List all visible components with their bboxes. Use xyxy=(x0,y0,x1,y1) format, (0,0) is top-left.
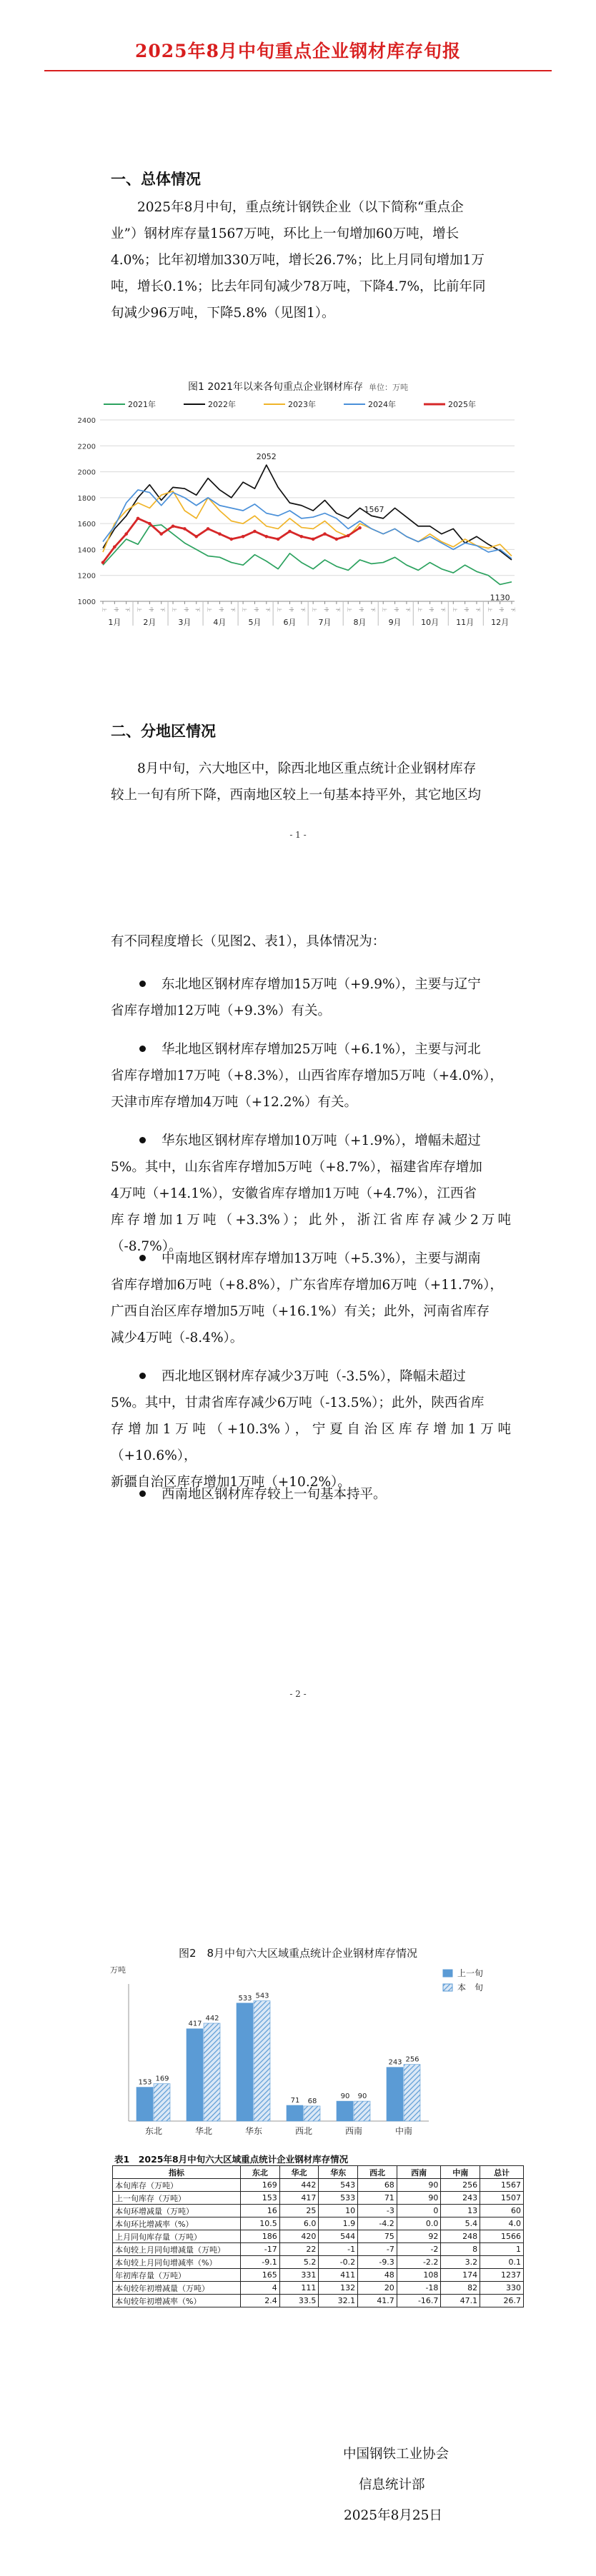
chart1-title xyxy=(0,379,596,394)
table-row-label: 本旬较年初增减量（万吨） xyxy=(113,2282,241,2295)
bullet-line: 广西自治区库存增加5万吨（+16.1%）有关；此外，河南省库存 xyxy=(111,1304,490,1319)
x-subtick-label: 下 xyxy=(264,607,271,612)
bar xyxy=(287,2105,303,2121)
x-subtick-label: 中 xyxy=(113,607,119,612)
legend-label: 上一旬 xyxy=(457,1968,484,1978)
x-tick-label: 东北 xyxy=(144,2126,163,2136)
table-row-label: 年初库存量（万吨） xyxy=(113,2269,241,2282)
table-cell: 41.7 xyxy=(358,2295,397,2307)
x-subtick-label: 下 xyxy=(439,607,446,612)
table-row-label: 本旬较年初增减率（%） xyxy=(113,2295,241,2307)
table-cell: 417 xyxy=(279,2192,319,2205)
x-tick-label: 3月 xyxy=(178,618,192,627)
table-header-cell: 总计 xyxy=(480,2166,524,2179)
legend-label: 2025年 xyxy=(448,400,476,409)
bar xyxy=(354,2101,370,2121)
x-tick-label: 华东 xyxy=(244,2126,263,2136)
x-subtick-label: 中 xyxy=(428,607,434,612)
bar-value-label: 68 xyxy=(307,2097,317,2105)
y-tick-label: 1600 xyxy=(77,521,96,529)
table-cell: 82 xyxy=(441,2282,480,2295)
bar xyxy=(387,2068,403,2121)
table-cell: 20 xyxy=(358,2282,397,2295)
x-tick-label: 1月 xyxy=(108,618,121,627)
table-cell: -17 xyxy=(241,2243,280,2256)
table-cell: -7 xyxy=(358,2243,397,2256)
legend-label: 本 旬 xyxy=(457,1983,484,1993)
x-tick-label: 11月 xyxy=(456,618,475,627)
bullet-line: 天津市库存增加4万吨（+12.2%）有关。 xyxy=(111,1095,358,1110)
section2-line: 8月中旬，六大地区中，除西北地区重点统计企业钢材库存 xyxy=(137,761,477,776)
section1-line: 业”）钢材库存量1567万吨，环比上一旬增加60万吨，增长 xyxy=(111,226,460,241)
table-cell: -9.1 xyxy=(241,2256,280,2269)
x-subtick-label: 上 xyxy=(277,607,283,612)
signature-date: 2025年8月25日 xyxy=(344,2508,442,2523)
x-tick-label: 2月 xyxy=(143,618,157,627)
x-tick-label: 4月 xyxy=(213,618,227,627)
series-point xyxy=(229,538,233,541)
series-point xyxy=(300,535,304,538)
x-tick-label: 5月 xyxy=(248,618,262,627)
x-subtick-label: 下 xyxy=(404,607,411,612)
legend-label: 2022年 xyxy=(208,400,236,409)
series-point xyxy=(312,538,315,541)
x-subtick-label: 上 xyxy=(101,607,107,612)
series-point xyxy=(335,538,339,541)
x-subtick-label: 上 xyxy=(207,607,213,612)
table-cell: 90 xyxy=(397,2192,441,2205)
legend-swatch xyxy=(443,1970,452,1977)
bullet-line: 库存增加1万吨（+3.3%）；此外，浙江省库存减少2万吨（-8.7%）。 xyxy=(111,1213,511,1254)
table-cell: -4.2 xyxy=(358,2217,397,2230)
table-header-cell: 华北 xyxy=(279,2166,319,2179)
bar xyxy=(254,2001,270,2121)
x-subtick-label: 上 xyxy=(136,607,143,612)
section2-heading: 二、分地区情况 xyxy=(111,723,216,740)
x-tick-label: 12月 xyxy=(491,618,510,627)
table-row xyxy=(113,2179,524,2192)
bar-value-label: 533 xyxy=(238,1994,252,2003)
title-divider xyxy=(44,70,552,71)
table-cell: 186 xyxy=(241,2230,280,2243)
section1-line: 吨，增长0.1%；比去年同旬减少78万吨，下降4.7%，比前年同 xyxy=(111,279,486,294)
x-tick-label: 西北 xyxy=(294,2126,313,2136)
x-subtick-label: 下 xyxy=(159,607,166,612)
table-cell: 1566 xyxy=(480,2230,524,2243)
table-header-cell: 东北 xyxy=(241,2166,280,2179)
section2-line: 较上一旬有所下降，西南地区较上一旬基本持平外，其它地区均 xyxy=(111,788,482,803)
legend-swatch xyxy=(443,1984,452,1991)
bullet-line: 省库存增加17万吨（+8.3%），山西省库存增加5万吨（+4.0%）， xyxy=(111,1068,503,1083)
table-row-label: 上月同旬库存量（万吨） xyxy=(113,2230,241,2243)
fig2-bar-chart xyxy=(107,1963,522,2150)
x-subtick-label: 上 xyxy=(172,607,178,612)
table-cell: 13 xyxy=(441,2205,480,2217)
table-row xyxy=(113,2282,524,2295)
x-subtick-label: 下 xyxy=(229,607,236,612)
bar-value-label: 442 xyxy=(205,2014,219,2023)
page-1 xyxy=(0,0,596,857)
table-cell: -18 xyxy=(397,2282,441,2295)
table-cell: 48 xyxy=(358,2269,397,2282)
table-cell: 331 xyxy=(279,2269,319,2282)
table-cell: 411 xyxy=(319,2269,358,2282)
bullet-line: 5%。其中，山东省库存增加5万吨（+8.7%），福建省库存增加 xyxy=(111,1160,482,1175)
section1-line: 旬减少96万吨，下降5.8%（见图1）。 xyxy=(111,306,335,321)
table-cell: 71 xyxy=(358,2192,397,2205)
bar xyxy=(237,2003,253,2121)
y-tick-label: 2200 xyxy=(77,443,96,451)
table-cell: 5.2 xyxy=(279,2256,319,2269)
x-subtick-label: 中 xyxy=(393,607,399,612)
y-tick-label: 1200 xyxy=(77,572,96,581)
chart-annotation: 2052 xyxy=(256,452,277,462)
x-subtick-label: 下 xyxy=(299,607,306,612)
x-subtick-label: 下 xyxy=(369,607,376,612)
bullet-dot-icon xyxy=(139,981,146,987)
table-cell: 174 xyxy=(441,2269,480,2282)
signature-org: 中国钢铁工业协会 xyxy=(343,2447,450,2462)
region-bullet xyxy=(111,1246,511,1351)
fig2-legend xyxy=(443,1968,483,1993)
series-point xyxy=(277,538,280,541)
x-subtick-label: 上 xyxy=(347,607,353,612)
series-point xyxy=(218,532,222,536)
bar xyxy=(404,2065,420,2121)
table-cell: 1.9 xyxy=(319,2217,358,2230)
legend-label: 2021年 xyxy=(128,400,156,409)
table-cell: -0.2 xyxy=(319,2256,358,2269)
table-cell: -3 xyxy=(358,2205,397,2217)
bullet-line: 省库存增加12万吨（+9.3%）有关。 xyxy=(111,1003,332,1018)
x-subtick-label: 中 xyxy=(323,607,329,612)
x-subtick-label: 上 xyxy=(312,607,318,612)
table-row-label: 本旬较上月同旬增减率（%） xyxy=(113,2256,241,2269)
table1-title: 表1 2025年8月中旬六大区域重点统计企业钢材库存情况 xyxy=(114,2154,349,2165)
series-point xyxy=(124,532,128,536)
table-cell: 1 xyxy=(480,2243,524,2256)
x-subtick-label: 中 xyxy=(288,607,294,612)
chart1-title-text: 图1 2021年以来各旬重点企业钢材库存 xyxy=(188,381,363,393)
series-point xyxy=(159,532,163,536)
bar-value-label: 90 xyxy=(357,2093,367,2101)
fig2-title: 图2 8月中旬六大区域重点统计企业钢材库存情况 xyxy=(178,1947,418,1960)
page-number: - 2 - xyxy=(289,1689,307,1699)
y-tick-label: 1000 xyxy=(77,598,96,606)
section1-line: 4.0%；比年初增加330万吨，增长26.7%；比上月同旬增加1万 xyxy=(111,253,485,268)
table-cell: -16.7 xyxy=(397,2295,441,2307)
table-cell: 165 xyxy=(241,2269,280,2282)
table-cell: 4 xyxy=(241,2282,280,2295)
table-cell: 10.5 xyxy=(241,2217,280,2230)
table-row-label: 本旬环比增减率（%） xyxy=(113,2217,241,2230)
table-cell: 108 xyxy=(397,2269,441,2282)
table-row-label: 本旬较上月同旬增减量（万吨） xyxy=(113,2243,241,2256)
x-subtick-label: 上 xyxy=(242,607,248,612)
x-subtick-label: 下 xyxy=(194,607,201,612)
bar-value-label: 256 xyxy=(405,2055,419,2064)
bar-value-label: 169 xyxy=(155,2075,169,2083)
bullet-line: 减少4万吨（-8.4%）。 xyxy=(111,1330,244,1345)
table-cell: 47.1 xyxy=(441,2295,480,2307)
section2-paragraph xyxy=(111,756,511,808)
x-subtick-label: 下 xyxy=(475,607,481,612)
table-cell: 0.1 xyxy=(480,2256,524,2269)
table-cell: 22 xyxy=(279,2243,319,2256)
chart-annotation: 1130 xyxy=(490,593,510,603)
table-row xyxy=(113,2205,524,2217)
series-point xyxy=(113,546,116,549)
y-tick-label: 1800 xyxy=(77,494,96,503)
bar xyxy=(154,2084,170,2121)
table-row-label: 上一旬库存（万吨） xyxy=(113,2192,241,2205)
section1-line: 2025年8月中旬，重点统计钢铁企业（以下简称“重点企 xyxy=(137,200,464,215)
x-subtick-label: 中 xyxy=(183,607,189,612)
series-point xyxy=(358,526,362,530)
series-point xyxy=(183,527,187,531)
x-subtick-label: 中 xyxy=(498,607,505,612)
table-cell: 442 xyxy=(279,2179,319,2192)
bar-value-label: 71 xyxy=(290,2096,300,2105)
bullet-line: 华东地区钢材库存增加10万吨（+1.9%），增幅未超过 xyxy=(162,1133,481,1148)
bullet-line: 省库存增加6万吨（+8.8%），广东省库存增加6万吨（+11.7%）， xyxy=(111,1278,503,1293)
table-cell: 256 xyxy=(441,2179,480,2192)
table-cell: 25 xyxy=(279,2205,319,2217)
bullet-dot-icon xyxy=(139,1255,146,1261)
bullet-dot-icon xyxy=(139,1046,146,1052)
bar xyxy=(187,2029,203,2121)
table-cell: 1567 xyxy=(480,2179,524,2192)
x-subtick-label: 中 xyxy=(463,607,470,612)
table-cell: 60 xyxy=(480,2205,524,2217)
table-cell: 4.0 xyxy=(480,2217,524,2230)
x-subtick-label: 上 xyxy=(452,607,458,612)
x-tick-label: 8月 xyxy=(353,618,367,627)
table-cell: -2 xyxy=(397,2243,441,2256)
series-point xyxy=(136,517,140,521)
x-subtick-label: 中 xyxy=(253,607,259,612)
table-cell: 1237 xyxy=(480,2269,524,2282)
bullet-dot-icon xyxy=(139,1137,146,1143)
x-subtick-label: 中 xyxy=(148,607,154,612)
table-cell: 132 xyxy=(319,2282,358,2295)
chart1-unit: 单位：万吨 xyxy=(369,383,408,392)
table-cell: 111 xyxy=(279,2282,319,2295)
table-row xyxy=(113,2269,524,2282)
bullet-line: 华北地区钢材库存增加25万吨（+6.1%），主要与河北 xyxy=(162,1042,481,1057)
table-row-label: 本旬库存（万吨） xyxy=(113,2179,241,2192)
table-cell: 75 xyxy=(358,2230,397,2243)
x-tick-label: 6月 xyxy=(283,618,297,627)
bullet-line: 5%。其中，甘肃省库存减少6万吨（-13.5%）；此外，陕西省库 xyxy=(111,1395,485,1410)
table-cell: -9.3 xyxy=(358,2256,397,2269)
series-point xyxy=(253,530,257,533)
table-cell: 90 xyxy=(397,2179,441,2192)
table-header-cell: 西北 xyxy=(358,2166,397,2179)
table-header-cell: 中南 xyxy=(441,2166,480,2179)
x-subtick-label: 上 xyxy=(382,607,388,612)
y-tick-label: 2400 xyxy=(77,417,96,425)
table-cell: 544 xyxy=(319,2230,358,2243)
x-tick-label: 7月 xyxy=(318,618,332,627)
y-tick-label: 1400 xyxy=(77,546,96,555)
table-cell: 26.7 xyxy=(480,2295,524,2307)
series-point xyxy=(265,535,269,538)
table-cell: 248 xyxy=(441,2230,480,2243)
table-row xyxy=(113,2230,524,2243)
bullet-dot-icon xyxy=(139,1490,146,1497)
section1-paragraph xyxy=(111,194,511,326)
table-cell: 1507 xyxy=(480,2192,524,2205)
x-subtick-label: 上 xyxy=(417,607,423,612)
table-cell: -2.2 xyxy=(397,2256,441,2269)
table-cell: 33.5 xyxy=(279,2295,319,2307)
chart-annotation: 1567 xyxy=(364,505,384,515)
table-cell: 2.4 xyxy=(241,2295,280,2307)
x-tick-label: 西南 xyxy=(344,2126,363,2136)
series-point xyxy=(148,522,152,526)
table-cell: 543 xyxy=(319,2179,358,2192)
table-header-cell: 西南 xyxy=(397,2166,441,2179)
region-bullet xyxy=(111,1363,511,1495)
table-cell: 243 xyxy=(441,2192,480,2205)
bullet-dot-icon xyxy=(139,1373,146,1379)
series-point xyxy=(242,535,245,538)
table-cell: 92 xyxy=(397,2230,441,2243)
table-row-label: 本旬环增减量（万吨） xyxy=(113,2205,241,2217)
table-cell: -1 xyxy=(319,2243,358,2256)
table-cell: 0 xyxy=(397,2205,441,2217)
legend-label: 2023年 xyxy=(288,400,316,409)
x-subtick-label: 下 xyxy=(124,607,131,612)
x-subtick-label: 上 xyxy=(487,607,493,612)
chart1-legend xyxy=(104,399,476,409)
bullet-line: 4万吨（+14.1%），安徽省库存增加1万吨（+4.7%），江西省 xyxy=(111,1186,477,1201)
page-number: - 1 - xyxy=(289,830,307,840)
legend-label: 2024年 xyxy=(368,400,396,409)
table-body xyxy=(113,2179,524,2307)
fig2-unit-label: 万吨 xyxy=(110,1965,126,1975)
bullet-line: 西南地区钢材库存较上一旬基本持平。 xyxy=(162,1487,387,1502)
document-title: 2025年8月中旬重点企业钢材库存旬报 xyxy=(135,41,461,61)
region-bullet xyxy=(111,1481,511,1508)
table-header-cell: 华东 xyxy=(319,2166,358,2179)
table-cell: 5.4 xyxy=(441,2217,480,2230)
bullet-line: 东北地区钢材库存增加15万吨（+9.9%），主要与辽宁 xyxy=(162,977,481,992)
bar xyxy=(204,2023,220,2121)
series-point xyxy=(172,524,175,528)
table-cell: 169 xyxy=(241,2179,280,2192)
bar xyxy=(136,2088,153,2121)
x-subtick-label: 中 xyxy=(358,607,364,612)
signature-dept: 信息统计部 xyxy=(359,2477,425,2492)
series-point xyxy=(194,535,198,538)
table-cell: 10 xyxy=(319,2205,358,2217)
table-cell: 6.0 xyxy=(279,2217,319,2230)
table-row xyxy=(113,2217,524,2230)
series-point xyxy=(323,532,327,536)
table-header-cell: 指标 xyxy=(113,2166,241,2179)
table-row xyxy=(113,2295,524,2307)
bullet-line: 中南地区钢材库存增加13万吨（+5.3%），主要与湖南 xyxy=(162,1251,481,1266)
x-tick-label: 华北 xyxy=(194,2126,213,2136)
chart1-line-chart xyxy=(64,394,536,630)
page2-lead: 有不同程度增长（见图2、表1），具体情况为： xyxy=(111,934,386,949)
table-cell: 68 xyxy=(358,2179,397,2192)
table-cell: 8 xyxy=(441,2243,480,2256)
table-row xyxy=(113,2256,524,2269)
table-cell: 153 xyxy=(241,2192,280,2205)
table-cell: 420 xyxy=(279,2230,319,2243)
region-bullet xyxy=(111,971,511,1024)
section1-heading: 一、总体情况 xyxy=(111,171,201,188)
table-row xyxy=(113,2192,524,2205)
region-bullet xyxy=(111,1036,511,1116)
series-point xyxy=(101,561,105,564)
table-cell: 32.1 xyxy=(319,2295,358,2307)
x-subtick-label: 下 xyxy=(334,607,341,612)
region-bullet xyxy=(111,1128,511,1260)
table-cell: 533 xyxy=(319,2192,358,2205)
bar-value-label: 543 xyxy=(255,1992,269,2000)
bullet-line: 西北地区钢材库存减少3万吨（-3.5%），降幅未超过 xyxy=(162,1369,466,1384)
series-point xyxy=(288,530,292,533)
x-tick-label: 中南 xyxy=(394,2126,413,2136)
bar xyxy=(337,2101,353,2121)
bullet-line: 存增加1万吨（+10.3%），宁夏自治区库存增加1万吨（+10.6%）， xyxy=(111,1422,511,1463)
bar-value-label: 153 xyxy=(138,2078,152,2087)
table-cell: 0.0 xyxy=(397,2217,441,2230)
x-tick-label: 10月 xyxy=(421,618,439,627)
x-subtick-label: 中 xyxy=(218,607,224,612)
y-tick-label: 2000 xyxy=(77,468,96,477)
bar-value-label: 243 xyxy=(388,2058,402,2067)
table-cell: 16 xyxy=(241,2205,280,2217)
x-tick-label: 9月 xyxy=(388,618,402,627)
table-row xyxy=(113,2243,524,2256)
series-point xyxy=(347,534,350,538)
x-subtick-label: 下 xyxy=(510,607,516,612)
region-inventory-table xyxy=(112,2165,524,2307)
table-cell: 3.2 xyxy=(441,2256,480,2269)
table-header-row xyxy=(113,2166,524,2179)
series-line xyxy=(103,490,512,558)
series-point xyxy=(207,527,210,531)
bar xyxy=(304,2106,320,2121)
bar-value-label: 417 xyxy=(188,2020,202,2028)
table-cell: 330 xyxy=(480,2282,524,2295)
bar-value-label: 90 xyxy=(340,2093,350,2101)
bullet-line: 新疆自治区库存增加1万吨（+10.2%）。 xyxy=(111,1475,351,1490)
